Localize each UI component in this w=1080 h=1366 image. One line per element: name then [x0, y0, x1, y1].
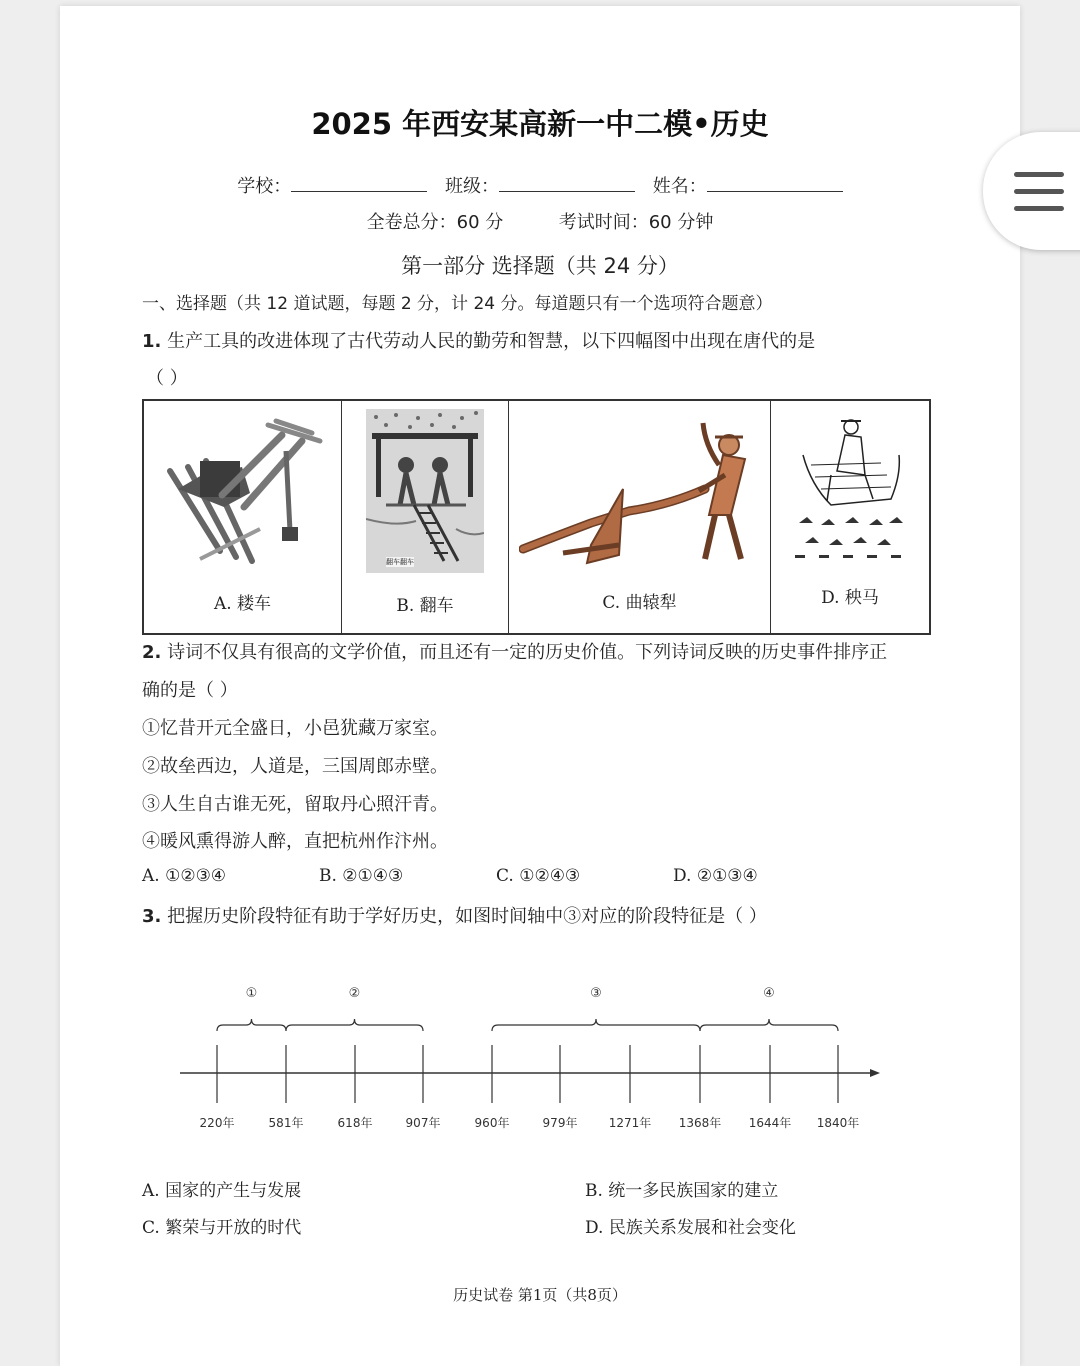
timeline-year-label: 979年 — [542, 1116, 578, 1130]
option-b-label: B. 翻车 — [396, 596, 454, 616]
exam-meta-line — [60, 208, 1020, 234]
q3-option-d: D. 民族关系发展和社会变化 — [585, 1218, 796, 1238]
q2-item-3: ③人生自古谁无死，留取丹心照汗青。 — [142, 794, 448, 815]
school-blank — [291, 177, 427, 192]
option-c-label: C. 曲辕犁 — [602, 593, 677, 613]
q2-option-a: A. ①②③④ — [142, 866, 227, 886]
class-blank — [499, 177, 635, 192]
question-2 — [142, 638, 887, 664]
name-label: 姓名： — [652, 176, 707, 197]
name-blank — [707, 177, 843, 192]
timeline-bracket-label: ③ — [590, 986, 602, 1001]
q3-option-a: A. 国家的产生与发展 — [142, 1181, 302, 1201]
timeline-bracket-label: ① — [245, 986, 258, 1001]
timeline-bracket — [492, 1019, 700, 1031]
tool-cell-b — [342, 401, 509, 633]
q2-item-2: ②故垒西边，人道是，三国周郎赤壁。 — [142, 756, 448, 777]
timeline-year-label: 581年 — [268, 1116, 304, 1130]
curved-plow-image — [519, 415, 763, 575]
timeline-year-label: 1368年 — [678, 1116, 722, 1130]
exam-page — [60, 6, 1020, 1366]
page-footer: 历史试卷 第1页（共8页） — [453, 1286, 627, 1304]
q2-item-4: ④暖风熏得游人醉，直把杭州作汴州。 — [142, 831, 448, 852]
q2-text-line2: 确的是（ ） — [142, 680, 238, 701]
q3-option-b: B. 统一多民族国家的建立 — [585, 1181, 779, 1201]
inset-label: 翻车翻车 — [386, 558, 414, 566]
q2-number: 2. — [142, 642, 162, 663]
timeline-bracket-label: ② — [348, 986, 361, 1001]
q2-option-c: C. ①②④③ — [496, 866, 581, 886]
option-d-label: D. 秧马 — [821, 588, 879, 608]
option-a-label: A. 耧车 — [213, 594, 272, 614]
exam-time: 考试时间：60 分钟 — [558, 212, 714, 233]
water-wheel-image — [366, 409, 484, 573]
tool-cell-c — [509, 401, 771, 633]
timeline-bracket — [286, 1019, 423, 1031]
q3-option-c: C. 繁荣与开放的时代 — [142, 1218, 302, 1238]
q2-item-1: ①忆昔开元全盛日，小邑犹藏万家室。 — [142, 718, 448, 739]
timeline-year-label: 618年 — [337, 1116, 373, 1130]
timeline-year-label: 960年 — [474, 1116, 510, 1130]
student-info-line — [60, 172, 1020, 198]
q3-text: 把握历史阶段特征有助于学好历史，如图时间轴中③对应的阶段特征是（ ） — [167, 906, 767, 927]
q2-option-d: D. ②①③④ — [673, 866, 758, 886]
timeline-year-label: 1644年 — [748, 1116, 792, 1130]
timeline-bracket-label: ④ — [763, 986, 775, 1001]
tools-table — [142, 399, 931, 635]
q1-answer-paren: （ ） — [146, 368, 188, 389]
q1-number: 1. — [142, 331, 162, 352]
q1-text: 生产工具的改进体现了古代劳动人民的勤劳和智慧，以下四幅图中出现在唐代的是 — [167, 331, 816, 352]
part-title: 第一部分 选择题（共 24 分） — [401, 254, 679, 278]
timeline-year-label: 907年 — [405, 1116, 441, 1130]
timeline-diagram — [170, 971, 890, 1141]
section-title: 一、选择题（共 12 道试题，每题 2 分，计 24 分。每道题只有一个选项符合题意） — [142, 294, 773, 314]
school-label: 学校： — [237, 176, 292, 197]
seed-drill-image — [160, 411, 330, 576]
total-score: 全卷总分：60 分 — [366, 212, 504, 233]
timeline-year-label: 220年 — [199, 1116, 235, 1130]
exam-title: 2025 年西安某高新一中二模•历史 — [311, 107, 769, 141]
timeline-arrow — [870, 1069, 880, 1077]
rice-horse-image — [791, 415, 911, 565]
timeline-year-label: 1271年 — [608, 1116, 652, 1130]
q3-number: 3. — [142, 906, 162, 927]
timeline-bracket — [700, 1019, 838, 1031]
timeline-year-label: 1840年 — [816, 1116, 860, 1130]
tool-cell-d — [771, 401, 929, 633]
question-3 — [142, 902, 767, 928]
q2-option-b: B. ②①④③ — [319, 866, 404, 886]
question-1 — [142, 327, 815, 353]
tool-cell-a — [144, 401, 342, 633]
q2-text-line1: 诗词不仅具有很高的文学价值，而且还有一定的历史价值。下列诗词反映的历史事件排序正 — [167, 642, 888, 663]
timeline-bracket — [217, 1019, 286, 1031]
class-label: 班级： — [445, 176, 499, 197]
